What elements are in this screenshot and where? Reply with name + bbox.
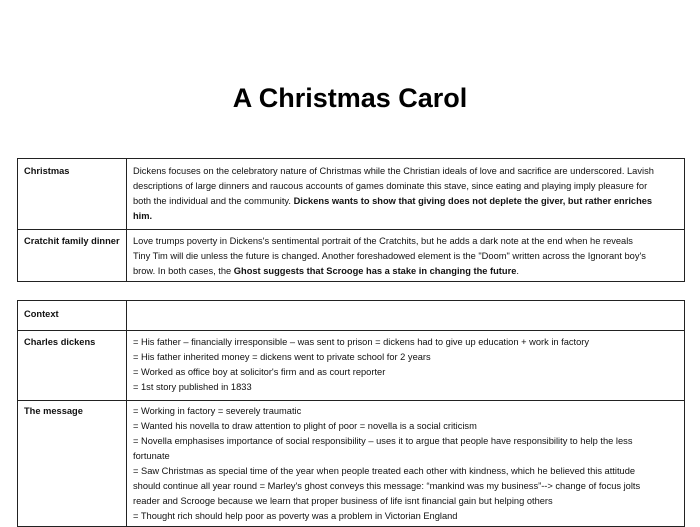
text-line: = Saw Christmas as special time of the year when people treated each other with kindness, which he believed this attitude <box>133 466 636 476</box>
themes-table <box>17 158 685 282</box>
text-line: reader and Scrooge because we learn that proper business of life isnt financial gain but helping others <box>133 496 553 506</box>
text-line: = Wanted his novella to draw attention to plight of poor = novella is a social criticism <box>133 421 477 431</box>
bold-text: him. <box>133 211 153 221</box>
row-label-cratchit: Cratchit family dinner <box>18 230 127 282</box>
text-segment: . <box>516 266 519 276</box>
text-line: Tiny Tim will die unless the future is changed. Another foreshadowed element is the "Doom" written across the Ignorant boy's <box>133 251 646 261</box>
text-segment: brow. In both cases, the <box>133 266 232 276</box>
context-table <box>17 300 685 527</box>
text-line: = 1st story published in 1833 <box>133 382 252 392</box>
text-line: = His father inherited money = dickens went to private school for 2 years <box>133 352 431 362</box>
table-row <box>18 230 685 282</box>
text-line: Dickens focuses on the celebratory nature of Christmas while the Christian ideals of love and sacrifice are underscored. Lavish <box>133 166 654 176</box>
row-text-message <box>127 401 685 527</box>
row-text-cratchit <box>127 230 685 282</box>
text-line: Love trumps poverty in Dickens's sentimental portrait of the Cratchits, but he adds a dark note at the end when he reveals <box>133 236 633 246</box>
bold-text: Dickens wants to show that giving does not deplete the giver, but rather enriches <box>293 196 653 206</box>
empty-cell <box>127 301 685 331</box>
text-line: = Novella emphasises importance of social responsibility – uses it to argue that people have responsibility to help the less <box>133 436 633 446</box>
text-line: should continue all year round = Marley's ghost conveys this message: “mankind was my business”--> change of focus jolts <box>133 481 641 491</box>
context-header: Context <box>18 301 127 331</box>
bold-text: Ghost suggests that Scrooge has a stake in changing the future <box>233 266 517 276</box>
table-row <box>18 159 685 230</box>
table-row <box>18 331 685 401</box>
text-line: = Working in factory = severely traumatic <box>133 406 302 416</box>
row-label-message: The message <box>18 401 127 527</box>
table-row <box>18 401 685 527</box>
row-label-christmas: Christmas <box>18 159 127 230</box>
text-line: fortunate <box>133 451 170 461</box>
row-text-charles-dickens <box>127 331 685 401</box>
text-line: = Worked as office boy at solicitor's firm and as court reporter <box>133 367 386 377</box>
text-line: = His father – financially irresponsible – was sent to prison = dickens had to give up education + work in factory <box>133 337 590 347</box>
page-title: A Christmas Carol <box>232 83 468 113</box>
row-text-christmas <box>127 159 685 230</box>
text-line <box>133 264 678 279</box>
table-row <box>18 301 685 331</box>
text-line <box>133 194 678 209</box>
text-segment: both the individual and the community. <box>133 196 291 206</box>
text-line: = Thought rich should help poor as poverty was a problem in Victorian England <box>133 511 458 521</box>
row-label-charles-dickens: Charles dickens <box>18 331 127 401</box>
text-line: descriptions of large dinners and raucous accounts of games dominate this stave, since eating and playing imply pleasure for <box>133 181 648 191</box>
